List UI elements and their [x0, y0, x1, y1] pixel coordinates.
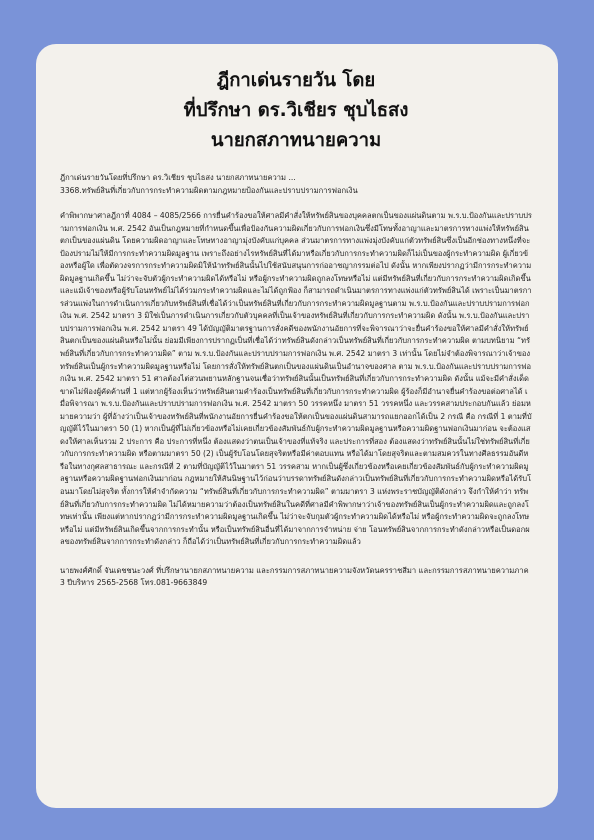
title-line-2: ที่ปรึกษา ดร.วิเชียร ชุบไธสง [183, 100, 409, 121]
article-meta [60, 172, 532, 197]
title-line-3: นายกสภาทนายความ [210, 130, 382, 151]
author-footer: นายพงศ์ศักดิ์ จันเดชชนะวงศ์ ที่ปรึกษานายกสภาทนายความ และกรรมการสภาทนายความจังหวัดนครราชสีมา และกรรมการสภาทนายความภาค 3 ปีบริหาร 2565-2568 โทร.081-9663849 [60, 565, 529, 588]
content-card [36, 44, 558, 808]
article-body: คำพิพากษาศาลฎีกาที่ 4084 – 4085/2566 การยื่นคำร้องขอให้ศาลมีคำสั่งให้ทรัพย์สินของบุคคลตกเป็นของแผ่นดินตาม พ.ร.บ.ป้องกันและปราบปรามการฟอกเงิน พ.ศ. 2542 อันเป็นกฎหมายที่กำหนดขึ้นเพื่อป้องกันความผิดเกี่ยวกับการฟอกเงินซึ่งมีโทษทั้งอาญาและมาตรการทางแพ่งให้ทรัพย์สินตกเป็นของแผ่นดิน โดยความผิดอาญาและโทษทางอาญามุ่งบังคับแก่บุคคล ส่วนมาตรการทางแพ่งมุ่งบังคับแก่ตัวทรัพย์สินซึ่งเป็นอีกช่องทางหนึ่งที่จะป้องปรามไม่ให้มีการกระทำความผิดมูลฐาน เพราะถึงอย่างไรทรัพย์สินที่ได้มาหรือเกี่ยวกับการกระทำความผิดก็ไม่เป็นของผู้กระทำความผิด ผู้เกี่ยวข้องหรือผู้ใด เพื่อตัดวงจรการกระทำความผิดมิให้นำทรัพย์สินนั้นไปใช้สนับสนุนการก่ออาชญากรรมต่อไป ดังนั้น หากเพียงปรากฏว่ามีการกระทำความผิดมูลฐานเกิดขึ้น ไม่ว่าจะจับตัวผู้กระทำความผิดได้หรือไม่ หรือผู้กระทำความผิดถูกลงโทษหรือไม่ แต่มีทรัพย์สินที่เกี่ยวกับการกระทำความผิดเกิดขึ้น และแม้เจ้าของหรือผู้รับโอนทรัพย์ไม่ได้ร่วมกระทำความผิดและไม่ได้ถูกฟ้อง ก็สามารถดำเนินมาตรการทางแพ่งแก่ตัวทรัพย์สินได้ เพราะเป็นมาตรการส่วนแพ่งในการดำเนินการเกี่ยวกับทรัพย์สินที่เชื่อได้ว่าเป็นทรัพย์สินที่เกี่ยวกับการกระทำความผิดมูลฐานตาม พ.ร.บ.ป้องกันและปราบปรามการฟอกเงิน พ.ศ. 2542 มาตรา 3 มิใช่เป็นการดำเนินการเกี่ยวกับตัวบุคคลที่เป็นเจ้าของทรัพย์สินที่เกี่ยวกับการกระทำความผิด ดังนั้น พ.ร.บ.ป้องกันและปราบปรามการฟอกเงิน พ.ศ. 2542 มาตรา 49 ได้บัญญัติมาตรฐานการสั่งคดีของพนักงานอัยการที่จะพิจารณาว่าจะยื่นคำร้องขอให้ศาลมีคำสั่งให้ทรัพย์สินตกเป็นของแผ่นดินหรือไม่นั้น ย่อมมีเพียงการปรากฏเป็นที่เชื่อได้ว่าทรัพย์สินดังกล่าวเป็นทรัพย์สินที่เกี่ยวกับการกระทำความผิด ตามบทนิยาม “ทรัพย์สินที่เกี่ยวกับการกระทำความผิด” ตาม พ.ร.บ.ป้องกันและปราบปรามการฟอกเงิน พ.ศ. 2542 มาตรา 3 เท่านั้น โดยไม่จำต้องพิจารณาว่าเจ้าของทรัพย์สินเป็นผู้กระทำความผิดมูลฐานหรือไม่ โดยการสั่งให้ทรัพย์สินตกเป็นของแผ่นดินเป็นอำนาจของศาล ตาม พ.ร.บ.ป้องกันและปราบปรามการฟอกเงิน พ.ศ. 2542 มาตรา 51 ศาลต้องไต่สวนพยานหลักฐานจนเชื่อว่าทรัพย์สินนั้นเป็นทรัพย์สินที่เกี่ยวกับการกระทำความผิด ดังนั้น แม้จะมีคำสั่งเด็ดขาดไม่ฟ้องผู้คัดค้านที่ 1 แต่หากผู้ร้องเห็นว่าทรัพย์สินตามคำร้องเป็นทรัพย์สินที่เกี่ยวกับการกระทำความผิด ผู้ร้องก็มีอำนาจยื่นคำร้องขอต่อศาลได้ เมื่อพิจารณา พ.ร.บ.ป้องกันและปราบปรามการฟอกเงิน พ.ศ. 2542 มาตรา 50 วรรคหนึ่ง มาตรา 51 วรรคหนึ่ง และวรรคสามประกอบกันแล้ว ย่อมหมายความว่า ผู้ที่อ้างว่าเป็นเจ้าของทรัพย์สินที่พนักงานอัยการยื่นคำร้องขอให้ตกเป็นของแผ่นดินสามารถแยกออกได้เป็น 2 กรณี คือ กรณีที่ 1 ตามที่บัญญัติไว้ในมาตรา 50 (1) หากเป็นผู้ที่ไม่เกี่ยวข้องหรือไม่เคยเกี่ยวข้องสัมพันธ์กับผู้กระทำความผิดมูลฐานหรือความผิดฐานฟอกเงินมาก่อน จะต้องแสดงให้ศาลเห็นรวม 2 ประการ คือ ประการที่หนึ่ง ต้องแสดงว่าตนเป็นเจ้าของที่แท้จริง และประการที่สอง ต้องแสดงว่าทรัพย์สินนั้นไม่ใช่ทรัพย์สินที่เกี่ยวกับการกระทำความผิด หรือตามมาตรา 50 (2) เป็นผู้รับโอนโดยสุจริตหรือมีค่าตอบแทน หรือได้มาโดยสุจริตและตามสมควรในทางศีลธรรมอันดีหรือในทางกุศลสาธารณะ และกรณีที่ 2 ตามที่บัญญัติไว้ในมาตรา 51 วรรคสาม หากเป็นผู้ซึ่งเกี่ยวข้องหรือเคยเกี่ยวข้องสัมพันธ์กับผู้กระทำความผิดมูลฐานหรือความผิดฐานฟอกเงินมาก่อน กฎหมายให้สันนิษฐานไว้ก่อนว่าบรรดาทรัพย์สินดังกล่าวเป็นทรัพย์สินที่เกี่ยวกับการกระทำความผิดหรือได้รับโอนมาโดยไม่สุจริต ทั้งการให้คำจำกัดความ “ทรัพย์สินที่เกี่ยวกับการกระทำความผิด” ตามมาตรา 3 แห่งพระราชบัญญัติดังกล่าว จึงกำให้คำว่า ทรัพย์สินที่เกี่ยวกับการกระทำความผิด ไม่ได้หมายความว่าต้องเป็นทรัพย์สินในคดีที่ศาลมีคำพิพากษาว่าเจ้าของทรัพย์สินเป็นผู้กระทำความผิดและถูกลงโทษเท่านั้น เพียงแต่หากปรากฏว่ามีการกระทำความผิดมูลฐานเกิดขึ้น ไม่ว่าจะจับกุมตัวผู้กระทำความผิดได้หรือไม่ หรือผู้กระทำความผิดจะถูกลงโทษหรือไม่ แต่มีทรัพย์สินเกิดขึ้นจากการกระทำนั้น หรือเป็นทรัพย์สินอื่นที่ได้มาจากการจำหน่าย จ่าย โอนทรัพย์สินจากการกระทำดังกล่าวหรือเป็นดอกผลของทรัพย์สินจากการกระทำดังกล่าว ก็ถือได้ว่าเป็นทรัพย์สินที่เกี่ยวกับการกระทำความผิดแล้ว [60, 211, 532, 547]
title-line-1: ฎีกาเด่นรายวัน โดย [216, 70, 376, 91]
meta-line-2: 3368.ทรัพย์สินที่เกี่ยวกับการกระทำความผิดตามกฎหมายป้องกันและปราบปรามการฟอกเงิน [60, 185, 358, 195]
page-title [60, 66, 532, 156]
meta-line-1: ฎีกาเด่นรายวันโดยที่ปรึกษา ดร.วิเชียร ชุบไธสง นายกสภาทนายความ ... [60, 173, 296, 182]
